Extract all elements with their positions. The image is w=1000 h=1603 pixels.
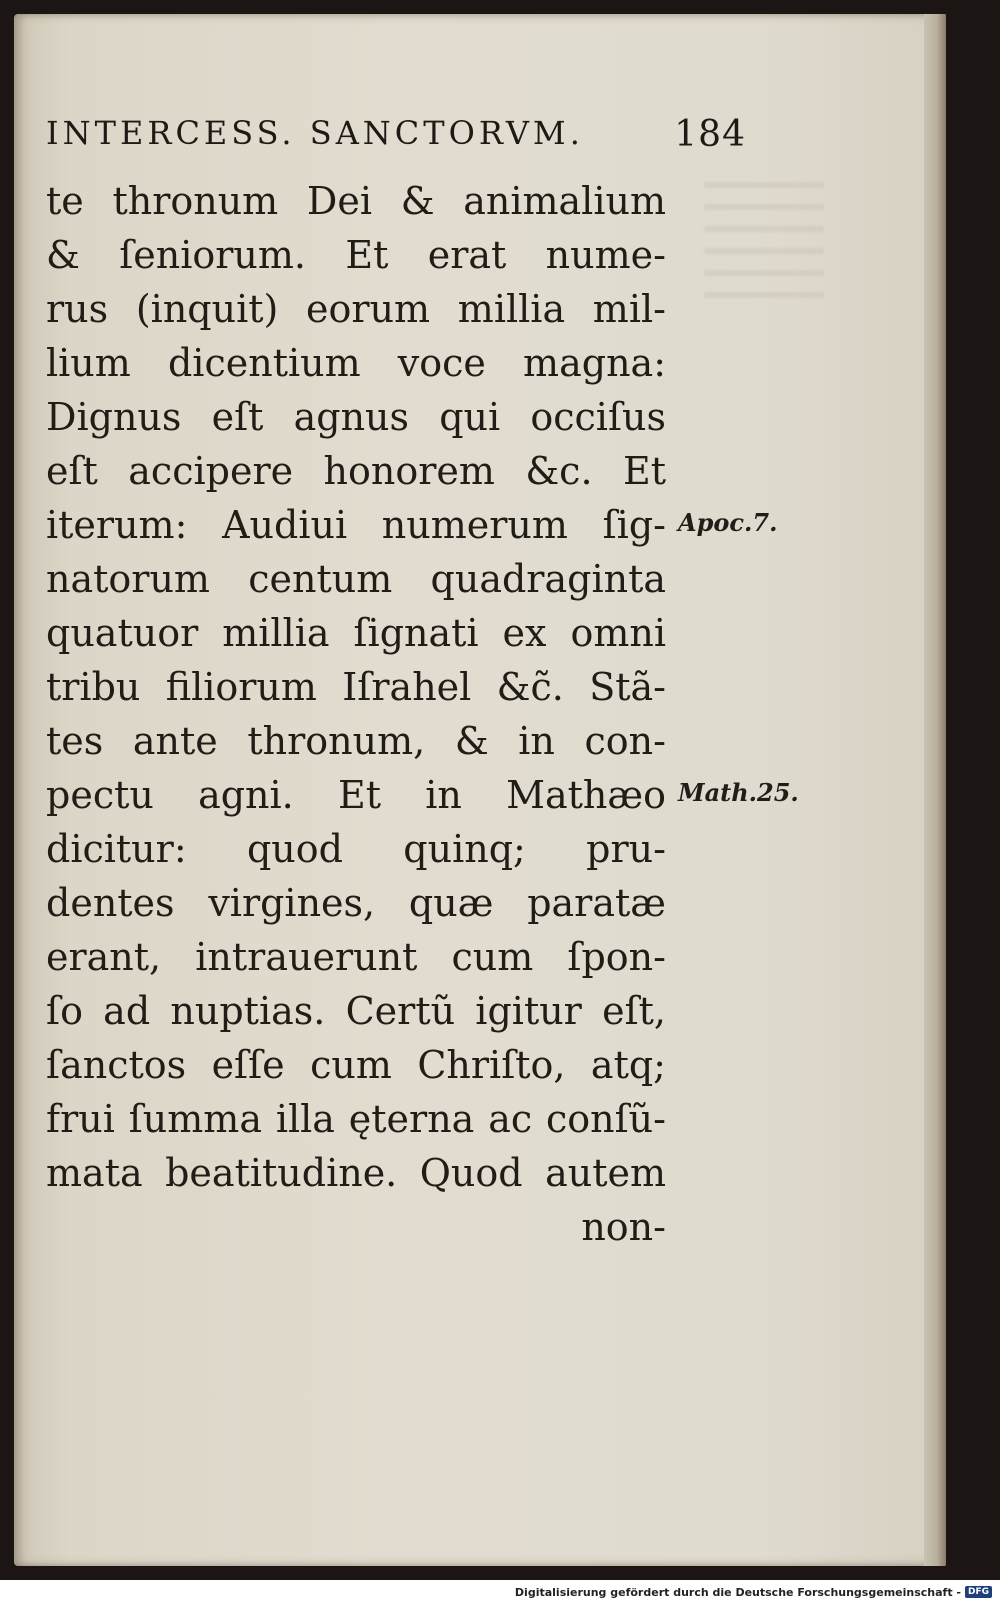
page-edge	[924, 14, 946, 1566]
running-header	[46, 114, 746, 160]
running-title: INTERCESS. SANCTORVM.	[46, 114, 584, 152]
text-line: ſo ad nuptias. Certũ igitur eſt,	[46, 989, 666, 1033]
book-page	[14, 14, 946, 1566]
text-line: & ſeniorum. Et erat nume-	[46, 233, 666, 277]
text-line: erant, intrauerunt cum ſpon-	[46, 935, 666, 979]
text-line: natorum centum quadraginta	[46, 557, 666, 601]
text-line: iterum: Audiui numerum ſig-	[46, 503, 666, 547]
marginal-note-apocalypse: Apoc.7.	[678, 508, 778, 537]
text-line: eſt accipere honorem &c. Et	[46, 449, 666, 493]
text-line: quatuor millia ſignati ex omni	[46, 611, 666, 655]
text-line: dicitur: quod quinq; pru-	[46, 827, 666, 871]
text-line: Dignus eſt agnus qui occiſus	[46, 395, 666, 439]
text-line: lium dicentium voce magna:	[46, 341, 666, 385]
dfg-logo: DFG	[965, 1586, 992, 1598]
text-line: rus (inquit) eorum millia mil-	[46, 287, 666, 331]
text-line: tribu filiorum Iſrahel &c̃. Stã-	[46, 665, 666, 709]
text-line: tes ante thronum, & in con-	[46, 719, 666, 763]
text-line: pectu agni. Et in Mathæo	[46, 773, 666, 817]
credit-text: Digitalisierung gefördert durch die Deutsche Forschungsgemeinschaft -	[514, 1585, 961, 1599]
text-line: frui ſumma illa ęterna ac conſũ-	[46, 1097, 666, 1141]
text-line: te thronum Dei & animalium	[46, 179, 666, 223]
text-line: ſanctos eſſe cum Chriſto, atq;	[46, 1043, 666, 1087]
text-line: mata beatitudine. Quod autem	[46, 1151, 666, 1195]
catchword: non-	[581, 1205, 666, 1249]
body-text	[46, 174, 666, 1254]
digitization-credit	[515, 1583, 992, 1601]
page-number: 184	[674, 114, 746, 155]
show-through-text	[704, 182, 824, 312]
marginal-note-matthew: Math.25.	[678, 778, 799, 807]
text-line: dentes virgines, quæ paratæ	[46, 881, 666, 925]
